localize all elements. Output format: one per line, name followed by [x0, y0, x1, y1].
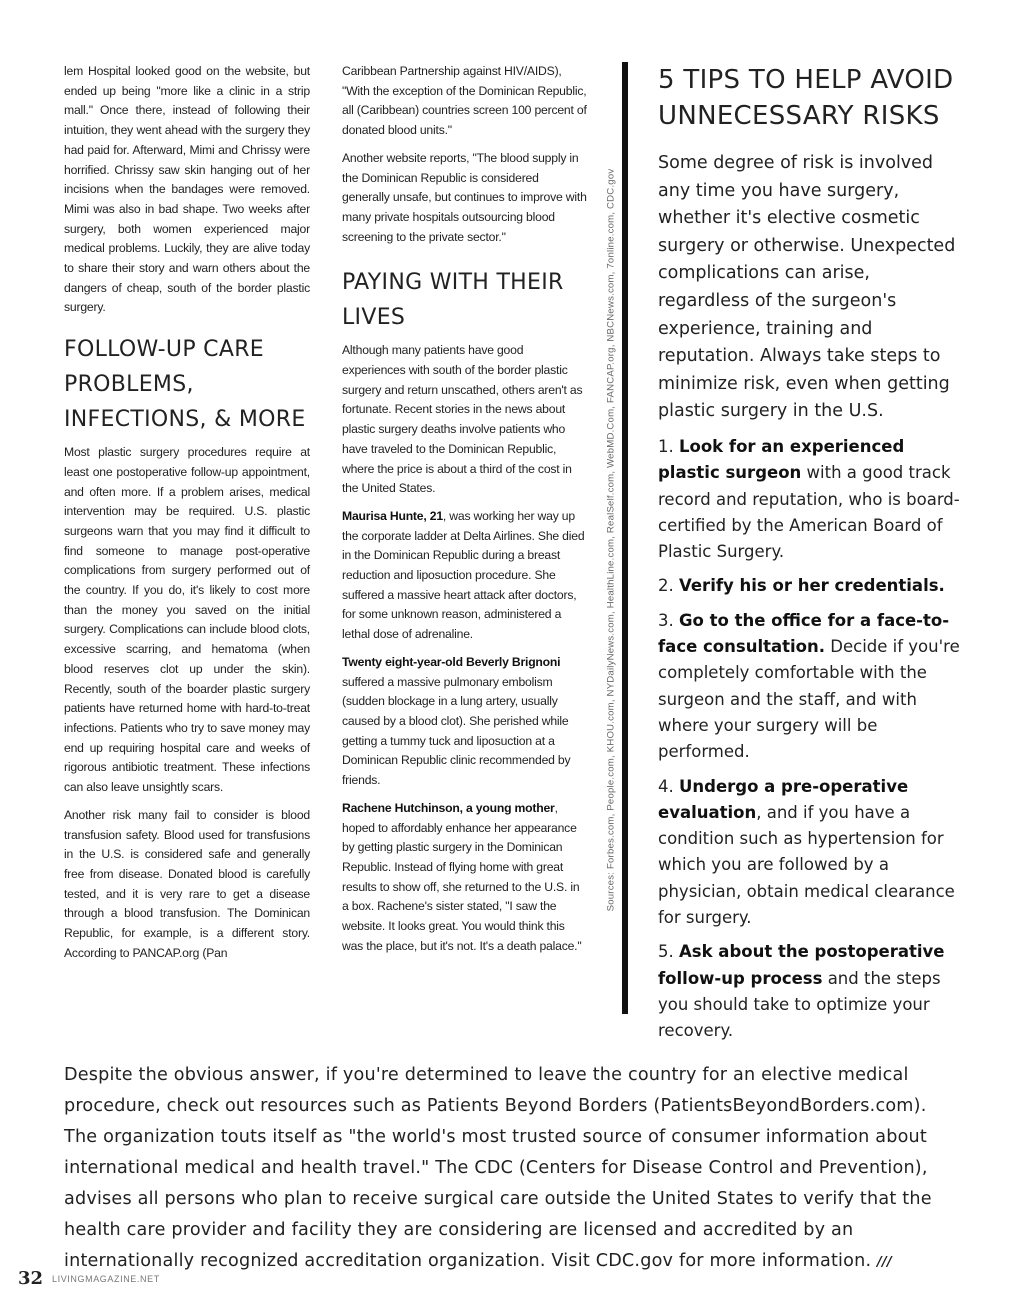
tips-sidebar [658, 62, 962, 1052]
paragraph-pancap-quote: Caribbean Partnership against HIV/AIDS), "With the exception of the Dominican Republic, all (Caribbean) countries screen 100 percent of donated blood units." [342, 64, 587, 138]
sources-text: Sources: Forbes.com, People.com, KHOU.com, NYDailyNews.com, HealthLine.com, RealSelf.com, WebMD.Com, FANCAP.org, NBCNews.com, 7online.com, CDC.gov [605, 168, 617, 912]
footer-site: LIVINGMAGAZINE.NET [52, 1274, 160, 1284]
tip-bold: Verify his or her credentials. [679, 576, 945, 596]
closing-text: Despite the obvious answer, if you're determined to leave the country for an elective medical procedure, check out resources such as Patients Beyond Borders (PatientsBeyondBorders.com). The organization touts itself as "the world's most trusted source of consumer information about international medical and health travel." The CDC (Centers for Disease Control and Prevention), advises all persons who plan to receive surgical care outside the United States to verify that the health care provider and facility they are considering are licensed and accredited by an internationally recognized accreditation organization. Visit CDC.gov for more information. [64, 1064, 932, 1271]
sources-credit [604, 62, 618, 1018]
tip-text: Decide if you're completely comfortable with the surgeon and the staff, and with where your surgery will be performed. [658, 637, 960, 762]
tip-item [658, 608, 962, 766]
tip-number: 5. [658, 942, 679, 962]
tip-number: 4. [658, 776, 679, 796]
heading-paying-with-lives: PAYING WITH THEIR LIVES [342, 270, 564, 331]
story-rachene: , hoped to affordably enhance her appearance by getting plastic surgery in the Dominican Republic. Instead of flying home with great results to show off, she returned to the U.S. in a box. Rachene's sister stated, "I saw the website. It looks great. You would think this was the place, but it's not. It's a death palace." [342, 800, 582, 953]
tip-bold: Ask about the postoperative follow-up process [658, 942, 945, 988]
paragraph-blood-supply: Another website reports, "The blood supply in the Dominican Republic is considered generally unsafe, but continues to improve with many private hospitals outsourcing blood screening to the private sector." [342, 150, 587, 244]
paragraph-rachene [342, 799, 588, 957]
paragraph-beverly [342, 653, 588, 791]
tip-number: 1. [658, 436, 679, 456]
heading-follow-up-care: FOLLOW-UP CARE PROBLEMS, INFECTIONS, & MORE [64, 337, 306, 433]
tip-number: 3. [658, 610, 679, 630]
name-rachene: Rachene Hutchinson, a young mother [342, 800, 555, 815]
paragraph-blood-transfusion: Another risk many fail to consider is blood transfusion safety. Blood used for transfusions in the U.S. is considered safe and generally free from disease. Donated blood is carefully tested, and it is very rare to get a disease through a blood transfusion. The Dominican Republic, for example, is a different story. According to PANCAP.org (Pan [64, 807, 310, 960]
story-beverly: suffered a massive pulmonary embolism (sudden blockage in a lung artery, usually caused by a blood clot). She perished while getting a tummy tuck and liposuction at a Dominican Republic clinic recommended by friends. [342, 674, 571, 788]
name-maurisa: Maurisa Hunte, 21 [342, 508, 443, 523]
tip-item [658, 434, 962, 565]
tip-bold: Look for an experienced plastic surgeon [658, 436, 905, 483]
tip-item [658, 939, 962, 1044]
page-number: 32 [18, 1268, 44, 1289]
paragraph-follow-up: Most plastic surgery procedures require at least one postoperative follow-up appointment, and often more. If a problem arises, medical intervention may be required. U.S. plastic surgeons warn that you may find it difficult to find someone to manage post-operative complications from surgery performed out of the country. If you do, it's likely to cost more than the money you saved on the initial surgery. Complications can include blood clots, excessive scarring, and hematoma (when blood reserves clot up under the skin). Recently, south of the boarder plastic surgery patients have returned home with hard-to-treat infections. Patients who try to save money may end up requiring hospital care and weeks of rigorous antibiotic treatment. These infections can also leave unsightly scars. [64, 445, 310, 795]
tip-text: , and if you have a condition such as hypertension for which you are followed by a physician, obtain medical clearance for surgery. [658, 802, 955, 927]
tips-intro: Some degree of risk is involved any time you have surgery, whether it's elective cosmetic surgery or otherwise. Unexpected complications can arise, regardless of the surgeon's experience, training and reputation. Always take steps to minimize risk, even when getting plastic surgery in the U.S. [658, 153, 956, 422]
name-beverly: Twenty eight-year-old Beverly Brignoni [342, 654, 561, 669]
tips-heading: 5 TIPS TO HELP AVOID UNNECESSARY RISKS [658, 65, 954, 131]
article-column-middle [342, 62, 588, 964]
tip-bold: Undergo a pre-operative evaluation [658, 776, 909, 822]
tip-text: and the steps you should take to optimize your recovery. [658, 968, 941, 1041]
paragraph-patients-experiences: Although many patients have good experiences with south of the border plastic surgery and return unscathed, others aren't as fortunate. Recent stories in the news about plastic surgery deaths involve patients who have traveled to the Dominican Republic, where the price is about a third of the cost in the United States. [342, 343, 583, 496]
end-mark: /// [877, 1254, 892, 1270]
sidebar-divider-rule [622, 62, 628, 1014]
tip-item [658, 774, 962, 932]
story-maurisa: , was working her way up the corporate ladder at Delta Airlines. She died in the Dominican Republic during a breast reduction and liposuction procedure. She suffered a massive heart attack after doctors, for some unknown reason, administered a lethal dose of adrenaline. [342, 508, 585, 642]
tip-bold: Go to the office for a face-to-face consultation. [658, 610, 950, 657]
tip-text: with a good track record and reputation, who is board-certified by the American Board of Plastic Surgery. [658, 463, 960, 562]
closing-paragraph [64, 1060, 948, 1278]
paragraph-strip-mall: lem Hospital looked good on the website, but ended up being "more like a clinic in a strip mall." Once there, instead of following their intuition, they went ahead with the surgery they had paid for. Afterward, Mimi and Chrissy were horrified. Chrissy saw skin hanging out of her incisions when the bandages were removed. Mimi was also in bad shape. Two weeks after surgery, both women experienced major medical problems. Luckily, they are alive today to share their story and warn others about the dangers of cheap, south of the border plastic surgery. [64, 64, 310, 315]
tip-number: 2. [658, 576, 679, 596]
paragraph-maurisa [342, 507, 588, 645]
article-column-left [64, 62, 310, 971]
tip-item [658, 573, 962, 599]
